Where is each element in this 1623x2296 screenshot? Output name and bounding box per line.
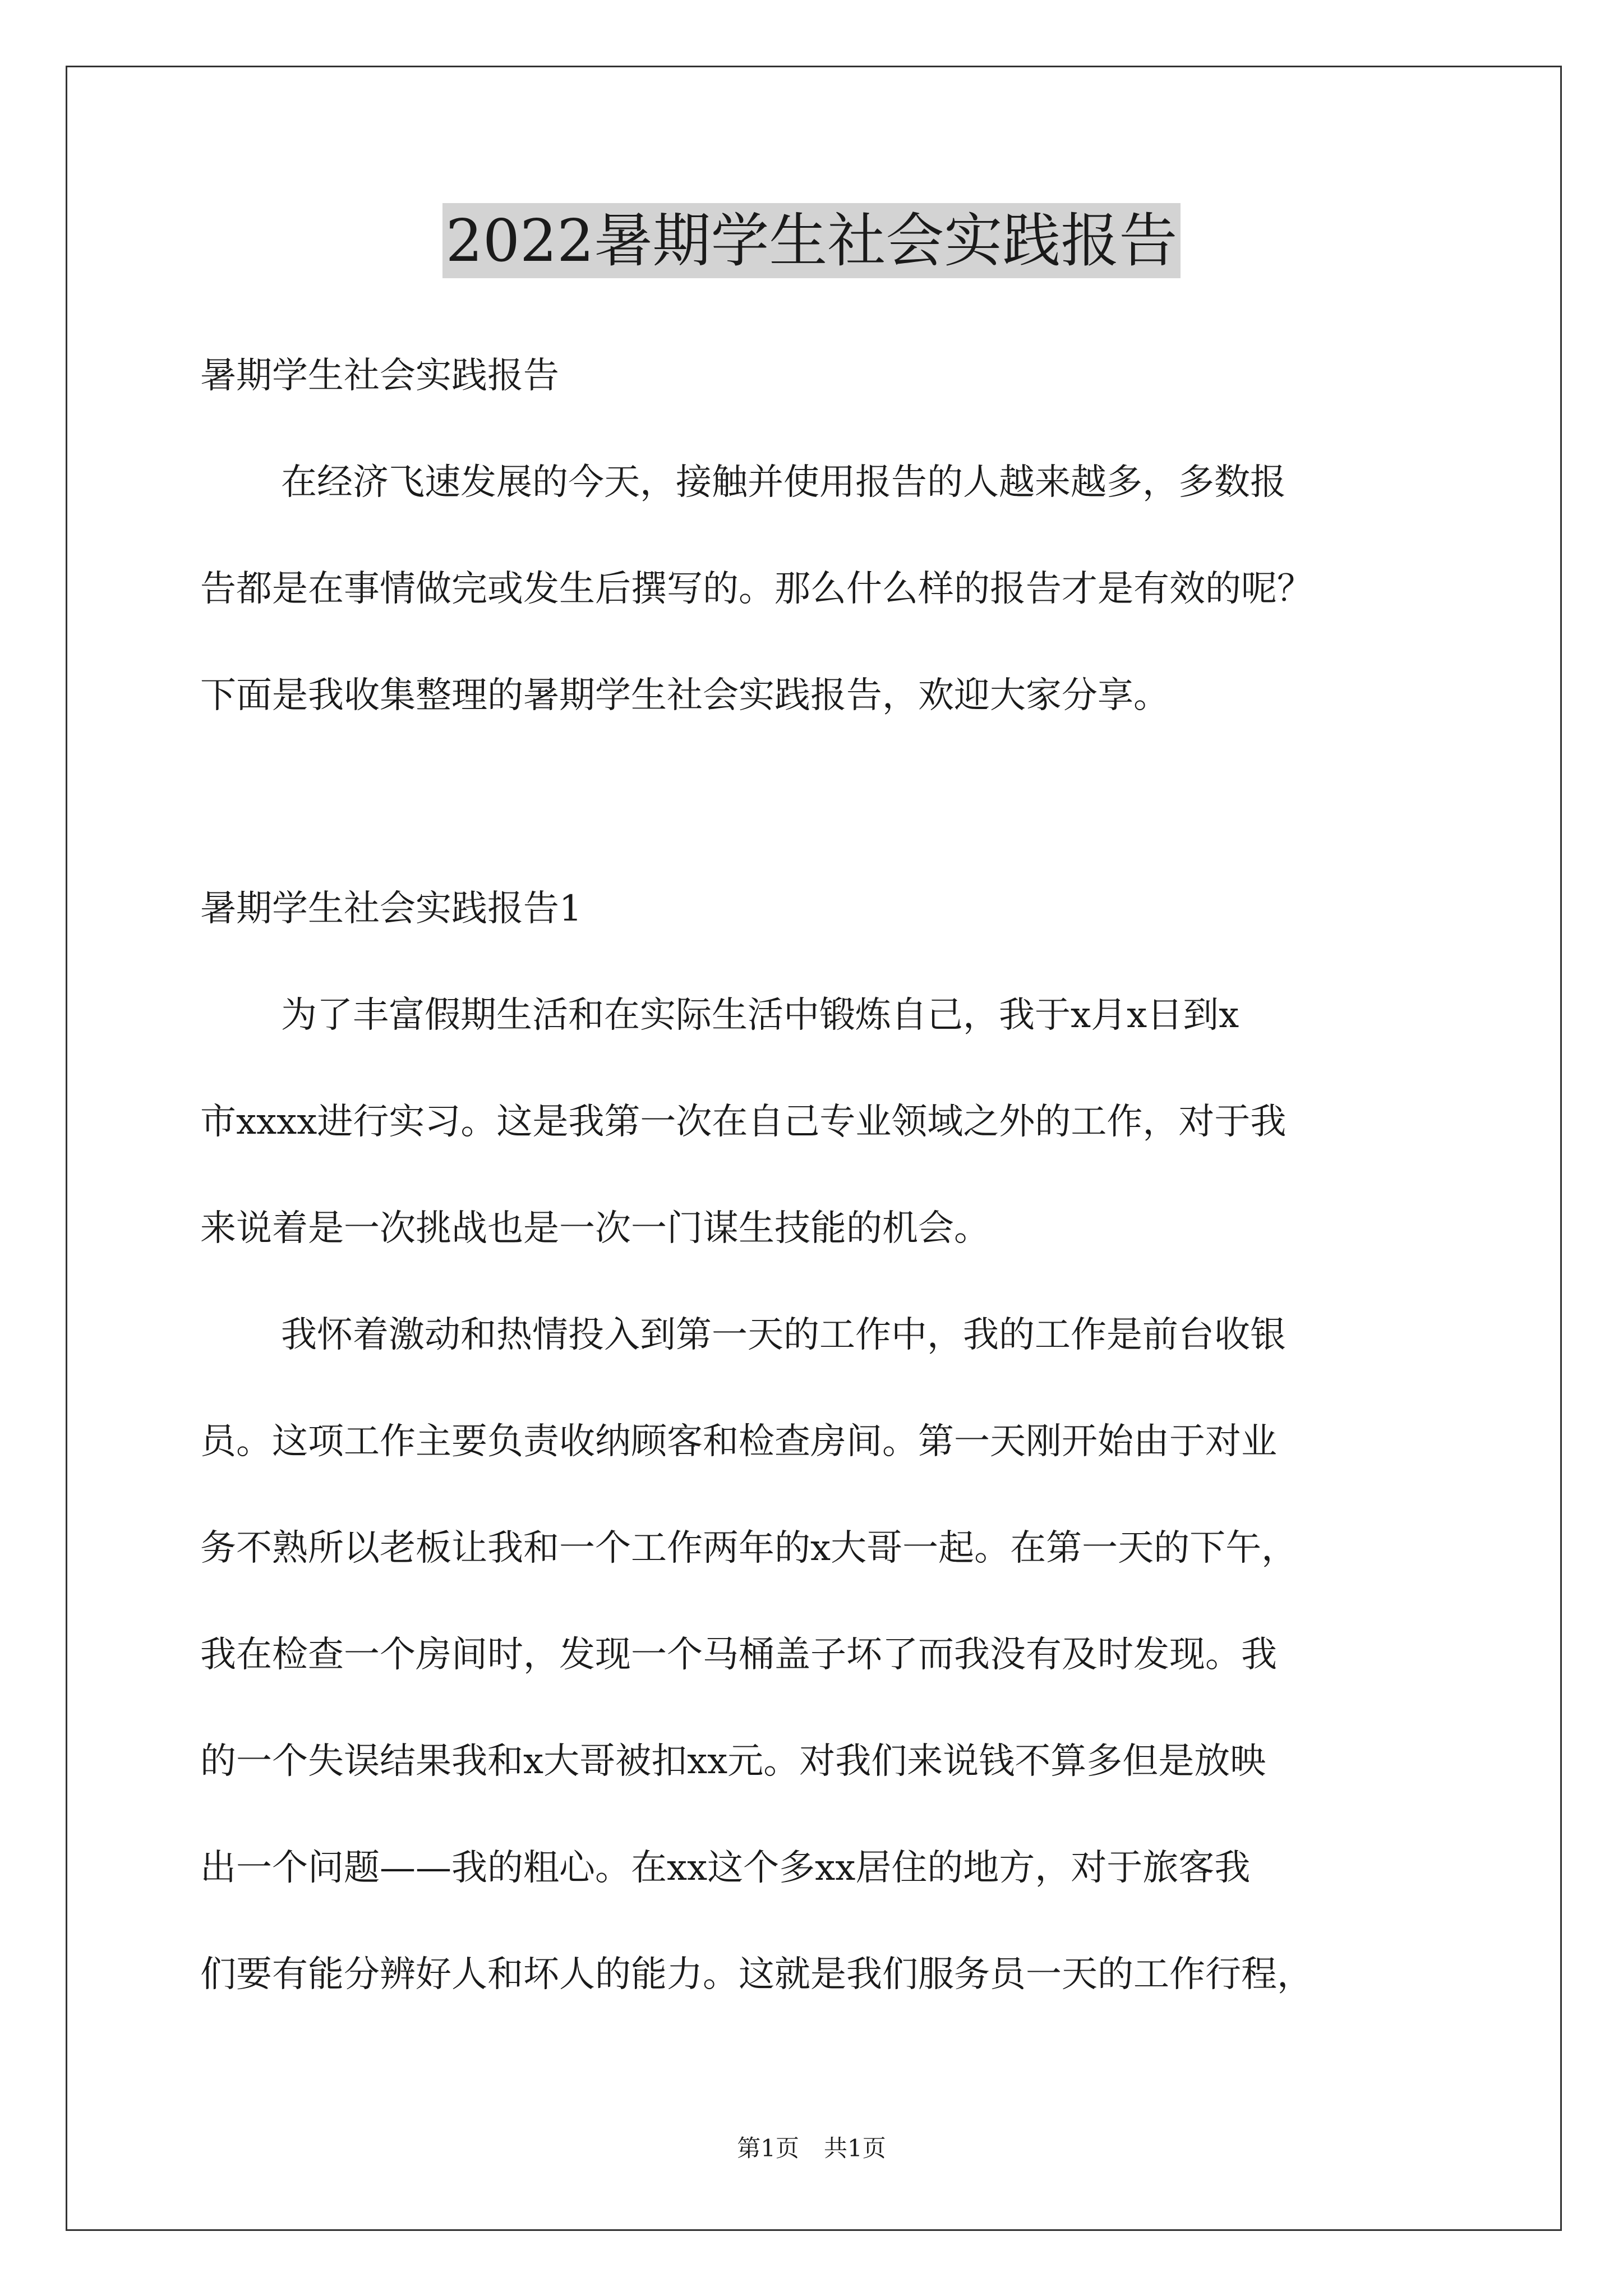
text-line: 在经济飞速发展的今天，接触并使用报告的人越来越多，多数报 — [281, 462, 1286, 503]
text-line: 告都是在事情做完或发生后撰写的。那么什么样的报告才是有效的呢？ — [200, 568, 1313, 610]
text-line: 来说着是一次挑战也是一次一门谋生技能的机会。 — [200, 1208, 990, 1249]
blank-line — [200, 774, 1440, 881]
text-line: 下面是我收集整理的暑期学生社会实践报告，欢迎大家分享。 — [200, 675, 1169, 716]
text-line: 暑期学生社会实践报告1 — [200, 888, 582, 930]
text-line: 我在检查一个房间时，发现一个马桶盖子坏了而我没有及时发现。我 — [200, 1634, 1277, 1676]
text-line: 出一个问题——我的粗心。在xx这个多xx居住的地方，对于旅客我 — [200, 1847, 1251, 1889]
text-line: 的一个失误结果我和x大哥被扣xx元。对我们来说钱不算多但是放映 — [200, 1741, 1266, 1782]
page-number: 第1页 — [737, 2134, 799, 2162]
text-line: 务不熟所以老板让我和一个工作两年的x大哥一起。在第一天的下午， — [200, 1527, 1298, 1569]
document-title: 2022暑期学生社会实践报告 — [442, 203, 1181, 278]
text-line: 市xxxx进行实习。这是我第一次在自己专业领域之外的工作，对于我 — [200, 1101, 1287, 1143]
page-total: 共1页 — [824, 2134, 886, 2162]
text-line: 们要有能分辨好人和坏人的能力。这就是我们服务员一天的工作行程， — [200, 1954, 1313, 1995]
title-container — [0, 203, 1623, 278]
text-line: 我怀着激动和热情投入到第一天的工作中，我的工作是前台收银 — [281, 1314, 1286, 1356]
text-line: 员。这项工作主要负责收纳顾客和检查房间。第一天刚开始由于对业 — [200, 1421, 1277, 1462]
text-line: 为了丰富假期生活和在实际生活中锻炼自己，我于x月x日到x — [281, 995, 1239, 1036]
document-body — [200, 348, 1440, 2053]
text-line: 暑期学生社会实践报告 — [200, 355, 559, 397]
page-footer — [0, 2132, 1623, 2165]
